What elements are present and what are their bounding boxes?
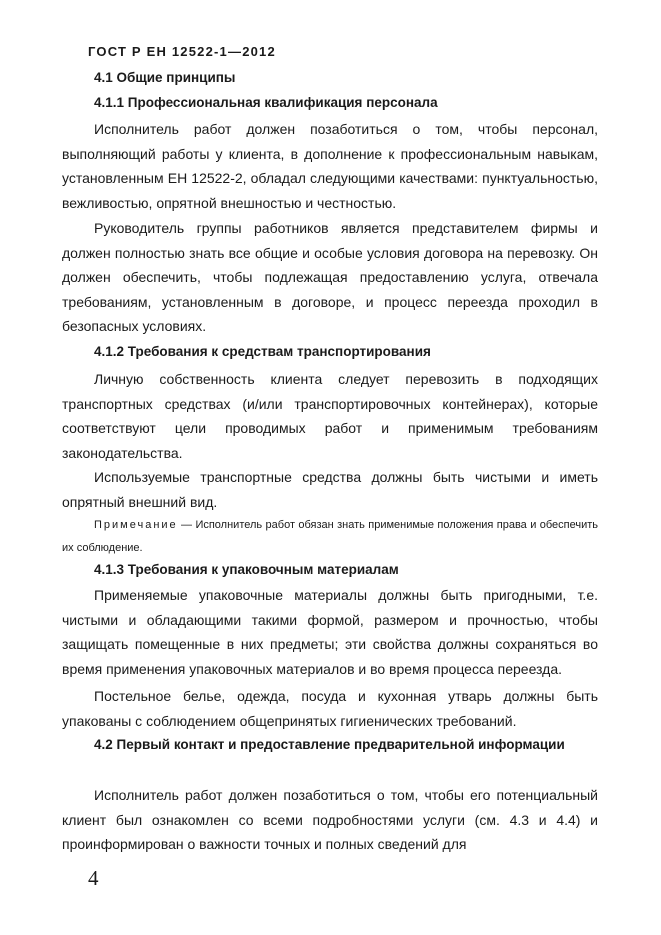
standard-header: ГОСТ Р ЕН 12522-1—2012 — [88, 44, 276, 59]
paragraph-4: Используемые транспортные средства должны быть чистыми и иметь опрятный внешний вид. — [62, 469, 598, 510]
section-4-1-2-heading: 4.1.2 Требования к средствам транспортирования — [94, 344, 431, 359]
paragraph-2: Руководитель группы работников является представителем фирмы и должен полностью знать все общие и особые условия договора на перевозку. Он должен обеспечить, чтобы подлежащая предоставлению услуга, отвечала требованиям, установленным в договоре, и процесс переезда проходил в безопасных условиях. — [62, 220, 598, 335]
paragraph-3: Личную собственность клиента следует перевозить в подходящих транспортных средствах (и/или транспортировочных контейнерах), которые соответствуют цели проводимых работ и применимым требованиям законодательства. — [62, 371, 598, 461]
section-4-1-3-heading: 4.1.3 Требования к упаковочным материалам — [94, 562, 399, 577]
paragraph-5: Применяемые упаковочные материалы должны быть пригодными, т.е. чистыми и обладающими такими формой, размером и прочностью, чтобы защищать помещенные в них предметы; эти свойства должны сохраняться во время применения упаковочных материалов и во время процесса переезда. — [62, 587, 598, 677]
paragraph-1: Исполнитель работ должен позаботиться о том, чтобы персонал, выполняющий работы у клиента, в дополнение к профессиональным навыкам, установленным ЕН 12522-2, обладал следующими качествами: пунктуальностью, вежливостью, опрятной внешностью и честностью. — [62, 121, 598, 211]
section-4-1-1-heading: 4.1.1 Профессиональная квалификация персонала — [94, 95, 438, 110]
section-4-2-heading: 4.2 Первый контакт и предоставление предварительной информации — [94, 737, 565, 752]
note-paragraph — [62, 514, 598, 560]
note-text: — Исполнитель работ обязан знать применимые положения права и обеспечить их соблюдение. — [62, 519, 598, 554]
section-4-1-heading: 4.1 Общие принципы — [94, 70, 236, 85]
paragraph-6: Постельное белье, одежда, посуда и кухонная утварь должны быть упакованы с соблюдением общепринятых гигиенических требований. — [62, 688, 598, 729]
page-number: 4 — [88, 866, 99, 890]
note-label: Примечание — [94, 519, 178, 531]
paragraph-7: Исполнитель работ должен позаботиться о том, чтобы его потенциальный клиент был ознакомлен со всеми подробностями услуги (см. 4.3 и 4.4) и проинформирован о важности точных и полных сведений для — [62, 787, 598, 853]
